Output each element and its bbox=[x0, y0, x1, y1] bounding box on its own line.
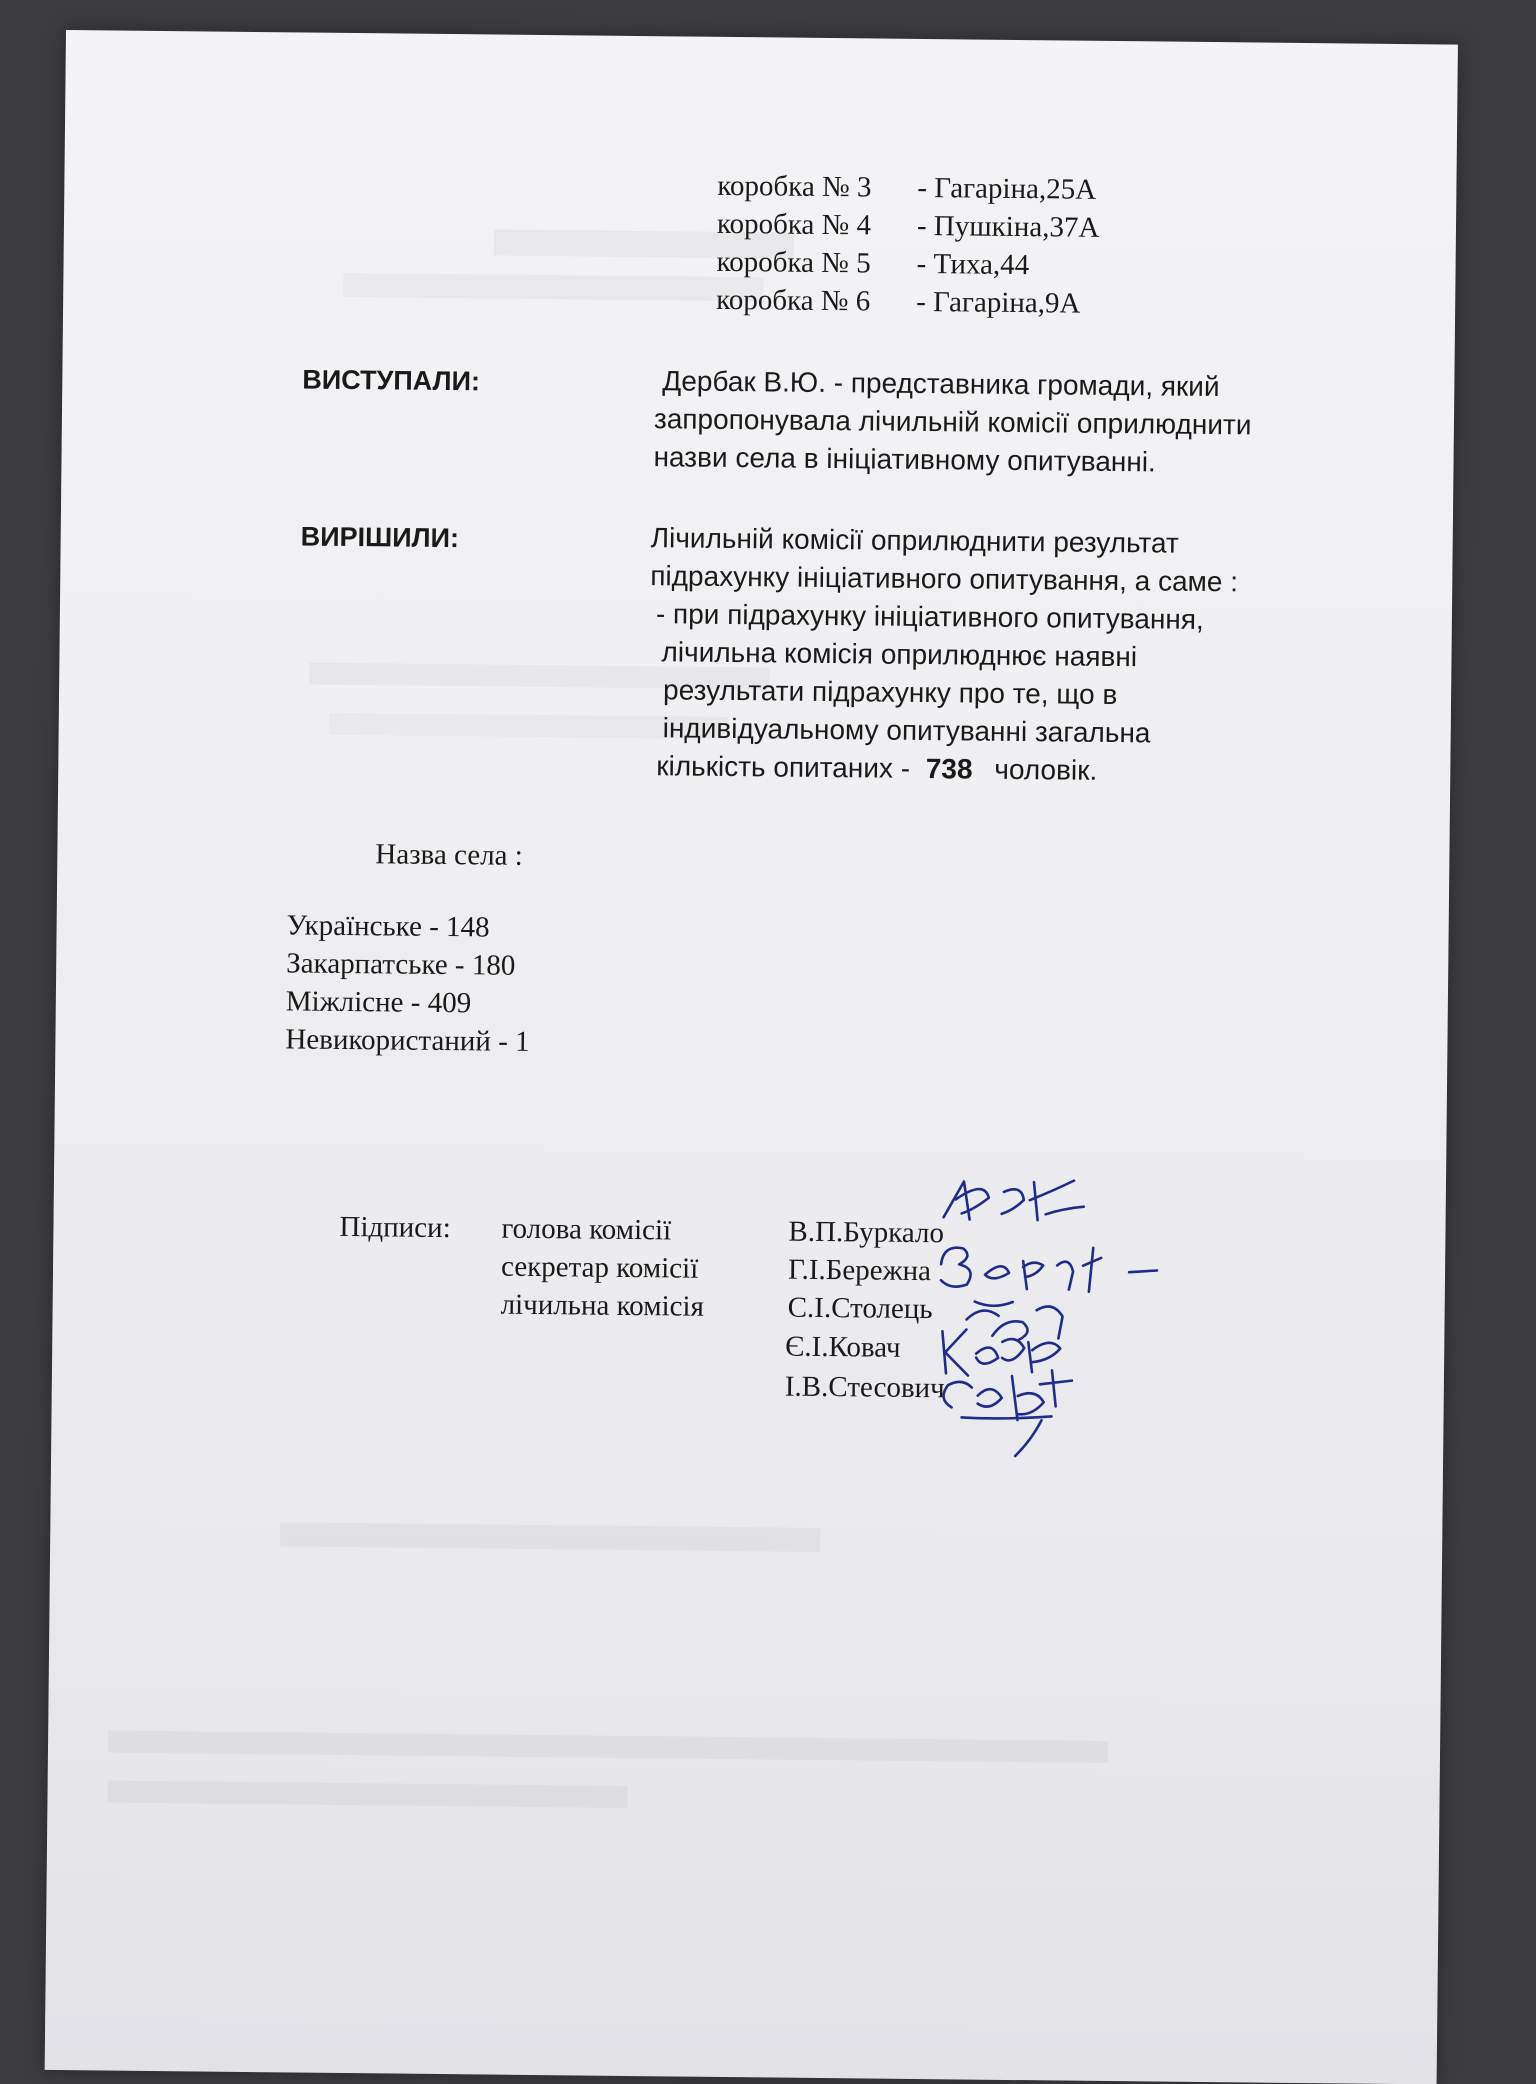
ballot-box-row bbox=[717, 167, 1096, 209]
decided-label: ВИРІШИЛИ: bbox=[300, 521, 460, 554]
document-page bbox=[45, 30, 1458, 2084]
village-heading: Назва села : bbox=[375, 838, 523, 872]
box-address: - Пушкіна,37А bbox=[916, 209, 1100, 244]
box-label: коробка № 5 bbox=[716, 245, 871, 280]
ballot-box-row bbox=[717, 205, 1100, 247]
box-label: коробка № 4 bbox=[716, 207, 872, 242]
village-result: Українське - 148 bbox=[286, 909, 490, 944]
total-prefix: кількість опитаних - bbox=[656, 750, 911, 784]
village-result: Міжлісне - 409 bbox=[285, 985, 472, 1020]
signer-name: Є.І.Ковач bbox=[785, 1330, 901, 1364]
total-suffix: чоловік. bbox=[994, 753, 1098, 786]
decided-total-line bbox=[656, 747, 1097, 790]
ballot-box-row bbox=[716, 281, 1081, 323]
signer-name: І.В.Стесович bbox=[784, 1370, 945, 1405]
decided-line: лічильна комісія оприлюднює наявні bbox=[661, 636, 1138, 673]
decided-line: Лічильній комісії оприлюднити результат bbox=[650, 522, 1179, 559]
handwritten-signature-1 bbox=[933, 1169, 1104, 1241]
village-result: Закарпатське - 180 bbox=[286, 947, 516, 982]
box-label: коробка № 6 bbox=[716, 283, 871, 318]
signer-name: С.І.Столець bbox=[787, 1291, 933, 1326]
ballot-box-list bbox=[66, 30, 1458, 320]
box-label: коробка № 3 bbox=[717, 169, 872, 204]
decided-line: - при підрахунку ініціативного опитування, bbox=[655, 598, 1204, 635]
ballot-box-row bbox=[716, 243, 1029, 284]
decided-line: підрахунку ініціативного опитування, а саме : bbox=[650, 560, 1239, 598]
decided-line: індивідуальному опитуванні загальна bbox=[662, 712, 1151, 749]
total-respondents: 738 bbox=[925, 753, 973, 785]
signatures-label: Підписи: bbox=[339, 1210, 451, 1245]
spoke-line: назви села в ініціативному опитуванні. bbox=[653, 441, 1156, 478]
box-address: - Гагаріна,25А bbox=[917, 171, 1097, 206]
signer-name: В.П.Буркало bbox=[788, 1215, 945, 1250]
spoke-line: Дербак В.Ю. - представника громади, який bbox=[662, 365, 1220, 403]
role: голова комісії bbox=[501, 1212, 672, 1247]
role: секретар комісії bbox=[500, 1250, 699, 1285]
spoke-label: ВИСТУПАЛИ: bbox=[302, 364, 481, 397]
decided-line: результати підрахунку про те, що в bbox=[662, 674, 1118, 711]
village-result: Невикористаний - 1 bbox=[285, 1023, 530, 1058]
box-address: - Гагаріна,9А bbox=[916, 285, 1081, 320]
role: лічильна комісія bbox=[500, 1288, 705, 1323]
handwritten-signature-5 bbox=[931, 1359, 1102, 1471]
box-address: - Тиха,44 bbox=[916, 247, 1030, 282]
spoke-line: запропонувала лічильній комісії оприлюднити bbox=[653, 403, 1252, 441]
signer-name: Г.І.Бережна bbox=[787, 1253, 932, 1288]
bleed-through bbox=[66, 30, 1458, 45]
